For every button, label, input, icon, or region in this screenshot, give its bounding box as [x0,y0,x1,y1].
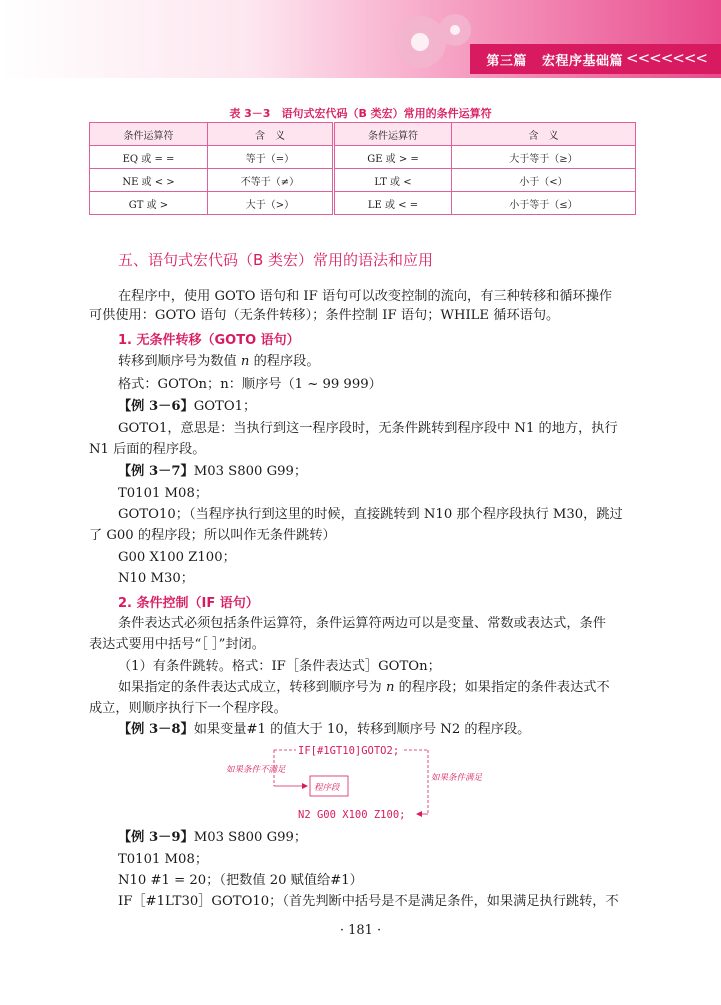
body-text: 成立，则顺序执行下一个程序段。 [89,701,287,716]
table-cell: LT 或 < [334,169,452,192]
example-line: 【例 3－8】如果变量#1 的值大于 10，转移到顺序号 N2 的程序段。 [118,722,531,737]
chevron-left-icon: <<<<<<< [626,49,707,67]
table-cell: NE 或 < > [90,169,208,192]
table-cell: GE 或 > = [334,146,452,169]
table-cell: 大于（>） [208,192,334,215]
page-header [0,0,721,78]
example-line: 【例 3－6】GOTO1； [118,399,257,414]
code-line: GOTO10；（当程序执行到这里的时候，直接跳转到 N10 那个程序段执行 M30，跳过 [118,507,623,522]
code-line: N10 M30； [118,571,194,586]
section-title: 五、语句式宏代码（B 类宏）常用的语法和应用 [118,251,434,269]
body-text: 条件表达式必须包括条件运算符，条件运算符两边可以是变量、常数或表达式，条件 [118,616,606,631]
table-cell: 小于（<） [452,169,636,192]
body-text: 如果指定的条件表达式成立，转移到顺序号为 n 的程序段；如果指定的条件表达式不 [118,680,610,695]
code-line: G00 X100 Z100； [118,550,236,565]
table-cell: 大于等于（≥） [452,146,636,169]
table-row [90,146,636,169]
diagram-if-statement: IF[#1GT10]GOTO2; [298,745,400,757]
code-line: T0101 M08； [118,486,209,501]
table-row [90,192,636,215]
table-cell: 不等于（≠） [208,169,334,192]
table-header-row [90,123,636,146]
code-line: 了 G00 的程序段；所以叫作无条件跳转） [89,528,336,543]
table-cell: 小于等于（≤） [452,192,636,215]
table-cell: LE 或 < = [334,192,452,215]
table-header-cell: 条件运算符 [90,123,208,146]
body-text: 可供使用：GOTO 语句（无条件转移）；条件控制 IF 语句；WHILE 循环语句。 [89,308,560,323]
table-header-cell: 含 义 [452,123,636,146]
body-text: 在程序中，使用 GOTO 语句和 IF 语句可以改变控制的流向，有三种转移和循环操作 [118,289,613,304]
condition-operator-table [89,122,636,215]
body-text: GOTO1，意思是：当执行到这一程序段时，无条件跳转到程序段中 N1 的地方，执行 [118,421,618,436]
diagram-note-satisfied: 如果条件满足 [431,773,483,783]
header-section-title: 第三篇 宏程序基础篇 [486,54,623,69]
code-line: N10 #1 = 20；（把数值 20 赋值给#1） [118,873,363,888]
page-number: · 181 · [339,923,382,938]
code-line: IF［#1LT30］GOTO10；（首先判断中括号是不是满足条件，如果满足执行跳转，不 [118,894,619,909]
goto-flow-diagram [226,740,483,824]
example-line: 【例 3－7】M03 S800 G99； [118,464,308,479]
table-caption: 表 3－3 语句式宏代码（B 类宏）常用的条件运算符 [229,107,492,120]
diagram-block-label: 程序段 [314,783,340,793]
diagram-target-statement: N2 G00 X100 Z100; [298,809,406,821]
table-header-cell: 条件运算符 [334,123,452,146]
code-line: T0101 M08； [118,852,209,867]
example-line: 【例 3－9】M03 S800 G99； [118,830,308,845]
body-text: N1 后面的程序段。 [89,442,206,457]
body-text: 转移到顺序号为数值 n 的程序段。 [118,354,320,369]
subsection-title: 2. 条件控制（IF 语句） [118,596,259,611]
table-cell: 等于（=） [208,146,334,169]
body-text: （1）有条件跳转。格式：IF［条件表达式］GOTOn； [118,659,441,674]
subsection-title: 1. 无条件转移（GOTO 语句） [118,333,300,348]
diagram-note-not-satisfied: 如果条件不满足 [226,765,286,775]
table-cell: GT 或 > [90,192,208,215]
body-text: 表达式要用中括号“［ ］”封闭。 [89,637,265,652]
table-cell: EQ 或 = = [90,146,208,169]
table-header-cell: 含 义 [208,123,334,146]
body-text: 格式：GOTOn；n：顺序号（1 ~ 99 999） [118,377,382,392]
table-row [90,169,636,192]
